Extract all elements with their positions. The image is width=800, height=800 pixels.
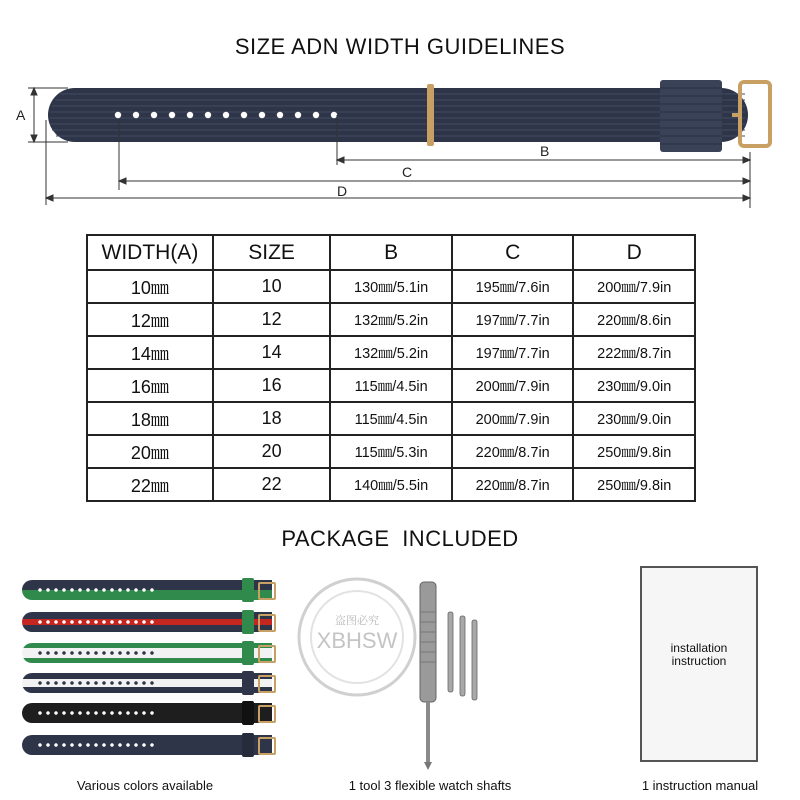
header-d: D <box>573 235 695 270</box>
caption-manual: 1 instruction manual <box>641 778 759 793</box>
cell-d: 220㎜/8.6in <box>573 303 695 336</box>
cell-d: 230㎜/9.0in <box>573 369 695 402</box>
cell-c: 197㎜/7.7in <box>452 303 574 336</box>
cell-size: 10 <box>213 270 331 303</box>
cell-width: 22㎜ <box>87 468 213 501</box>
fabric-loop <box>660 80 722 152</box>
header-size: SIZE <box>213 235 331 270</box>
instruction-manual <box>640 566 758 762</box>
cell-b: 130㎜/5.1in <box>330 270 452 303</box>
cell-size: 22 <box>213 468 331 501</box>
spring-bar-1 <box>448 612 453 692</box>
strap-dimension-diagram <box>0 70 800 210</box>
spring-bar-2 <box>460 616 465 696</box>
cell-width: 18㎜ <box>87 402 213 435</box>
manual-line-1: installation <box>670 641 728 655</box>
cell-d: 250㎜/9.8in <box>573 435 695 468</box>
caption-tool: 1 tool 3 flexible watch shafts <box>348 778 512 793</box>
cell-b: 115㎜/5.3in <box>330 435 452 468</box>
cell-d: 250㎜/9.8in <box>573 468 695 501</box>
watermark-cn-text: 盗图必究 <box>335 614 379 627</box>
cell-b: 140㎜/5.5in <box>330 468 452 501</box>
cell-size: 20 <box>213 435 331 468</box>
spring-bar-3 <box>472 620 477 700</box>
cell-width: 14㎜ <box>87 336 213 369</box>
cell-c: 220㎜/8.7in <box>452 468 574 501</box>
table-row <box>87 468 695 501</box>
cell-d: 222㎜/8.7in <box>573 336 695 369</box>
caption-colors: Various colors available <box>76 778 214 793</box>
cell-b: 115㎜/4.5in <box>330 402 452 435</box>
cell-width: 16㎜ <box>87 369 213 402</box>
cell-c: 200㎜/7.9in <box>452 369 574 402</box>
cell-c: 197㎜/7.7in <box>452 336 574 369</box>
spring-bar-tool <box>400 572 490 772</box>
cell-size: 14 <box>213 336 331 369</box>
label-b: B <box>540 143 550 159</box>
cell-d: 230㎜/9.0in <box>573 402 695 435</box>
table-row <box>87 369 695 402</box>
header-c: C <box>452 235 574 270</box>
label-c: C <box>402 164 413 180</box>
package-included-title: PACKAGE INCLUDED <box>281 526 519 551</box>
watermark-text: XBHSW <box>316 628 398 653</box>
size-table <box>86 234 696 502</box>
strap-green-white <box>22 643 272 663</box>
cell-size: 16 <box>213 369 331 402</box>
cell-width: 12㎜ <box>87 303 213 336</box>
table-row <box>87 402 695 435</box>
cell-width: 20㎜ <box>87 435 213 468</box>
cell-c: 200㎜/7.9in <box>452 402 574 435</box>
cell-c: 220㎜/8.7in <box>452 435 574 468</box>
header-b: B <box>330 235 452 270</box>
table-row <box>87 303 695 336</box>
manual-label <box>642 642 756 668</box>
strap-navy <box>22 735 272 755</box>
gold-keeper <box>427 84 434 146</box>
cell-size: 12 <box>213 303 331 336</box>
cell-c: 195㎜/7.6in <box>452 270 574 303</box>
table-header-row <box>87 235 695 270</box>
strap-navy-green <box>22 580 272 600</box>
table-row <box>87 270 695 303</box>
cell-b: 132㎜/5.2in <box>330 303 452 336</box>
cell-b: 115㎜/4.5in <box>330 369 452 402</box>
label-a: A <box>16 107 26 123</box>
strap-navy-red <box>22 612 272 632</box>
cell-b: 132㎜/5.2in <box>330 336 452 369</box>
cell-size: 18 <box>213 402 331 435</box>
table-row <box>87 336 695 369</box>
label-d: D <box>337 183 348 199</box>
cell-width: 10㎜ <box>87 270 213 303</box>
cell-d: 200㎜/7.9in <box>573 270 695 303</box>
table-row <box>87 435 695 468</box>
strap-navy-white <box>22 673 272 693</box>
size-guidelines-title: SIZE ADN WIDTH GUIDELINES <box>234 34 566 59</box>
header-width: WIDTH(A) <box>87 235 213 270</box>
strap-black <box>22 703 272 723</box>
manual-line-2: instruction <box>671 654 727 668</box>
